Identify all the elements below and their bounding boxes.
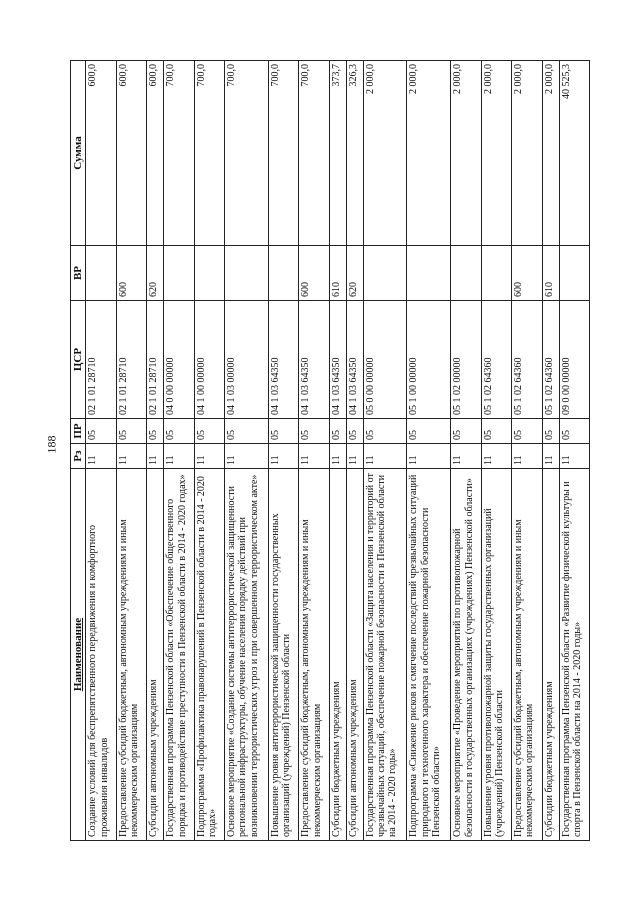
cell-vr: 620	[346, 246, 363, 301]
table-header-row	[71, 61, 86, 841]
cell-pr: 05	[299, 419, 329, 444]
rotated-page-content	[70, 61, 590, 841]
cell-csr: 04 1 03 64350	[346, 301, 363, 419]
cell-name: Предоставление субсидий бюджетным, автономным учреждениям и иным некоммерческим организациям	[512, 469, 542, 841]
table-row	[542, 61, 559, 841]
table-row	[329, 61, 346, 841]
cell-name: Государственная программа Пензенской области «Защита населения и территорий от чрезвычайных ситуаций, обеспечение пожарной безопасности в Пензенской области на 2014 - 2020 годы»	[363, 469, 407, 841]
cell-name: Субсидии автономным учреждениям	[346, 469, 363, 841]
cell-pr: 05	[194, 419, 224, 444]
cell-rz: 11	[164, 444, 194, 469]
cell-rz: 11	[194, 444, 224, 469]
cell-sum: 2 000,0	[542, 61, 559, 246]
cell-vr	[451, 246, 481, 301]
cell-rz: 11	[512, 444, 542, 469]
cell-csr: 04 0 00 00000	[164, 301, 194, 419]
cell-sum: 600,0	[147, 61, 164, 246]
cell-rz: 11	[329, 444, 346, 469]
header-sum: Сумма	[71, 61, 86, 246]
cell-name: Подпрограмма «Профилактика правонарушений в Пензенской области в 2014 - 2020 годах»	[194, 469, 224, 841]
cell-pr: 05	[363, 419, 407, 444]
cell-csr: 05 1 02 64360	[512, 301, 542, 419]
table-row	[451, 61, 481, 841]
cell-name: Государственная программа Пензенской области «Обеспечение общественного порядка и противодействие преступности в Пензенской области в 2014 - 2020 годах»	[164, 469, 194, 841]
cell-csr: 05 0 00 00000	[363, 301, 407, 419]
cell-sum: 700,0	[268, 61, 298, 246]
cell-vr	[225, 246, 269, 301]
cell-pr: 05	[542, 419, 559, 444]
cell-sum: 2 000,0	[512, 61, 542, 246]
cell-rz: 11	[147, 444, 164, 469]
cell-vr	[481, 246, 511, 301]
table-row	[299, 61, 329, 841]
cell-name: Государственная программа Пензенской области «Развитие физической культуры и спорта в Пензенской области на 2014 - 2020 годы»	[559, 469, 590, 841]
budget-table	[70, 60, 590, 841]
cell-pr: 05	[407, 419, 451, 444]
cell-pr: 05	[329, 419, 346, 444]
cell-rz: 11	[299, 444, 329, 469]
table-row	[346, 61, 363, 841]
table-row	[559, 61, 590, 841]
table-row	[512, 61, 542, 841]
cell-rz: 11	[225, 444, 269, 469]
cell-pr: 05	[451, 419, 481, 444]
cell-vr	[268, 246, 298, 301]
cell-vr: 600	[512, 246, 542, 301]
cell-sum: 373,7	[329, 61, 346, 246]
table-row	[407, 61, 451, 841]
table-row	[116, 61, 146, 841]
cell-sum: 40 525,3	[559, 61, 590, 246]
cell-rz: 11	[363, 444, 407, 469]
cell-pr: 05	[225, 419, 269, 444]
cell-name: Подпрограмма «Снижение рисков и смягчение последствий чрезвычайных ситуаций природного и техногенного характера и обеспечение пожарной безопасности Пензенской области»	[407, 469, 451, 841]
cell-rz: 11	[542, 444, 559, 469]
header-rz: Рз	[71, 444, 86, 469]
cell-pr: 05	[268, 419, 298, 444]
cell-csr: 09 0 00 00000	[559, 301, 590, 419]
cell-name: Субсидии бюджетным учреждениям	[329, 469, 346, 841]
cell-pr: 05	[147, 419, 164, 444]
cell-vr	[559, 246, 590, 301]
cell-csr: 04 1 03 64350	[329, 301, 346, 419]
cell-name: Субсидии бюджетным учреждениям	[542, 469, 559, 841]
table-row	[268, 61, 298, 841]
cell-csr: 05 1 02 00000	[451, 301, 481, 419]
cell-rz: 11	[559, 444, 590, 469]
header-name: Наименование	[71, 469, 86, 841]
table-body	[86, 61, 590, 841]
cell-sum: 2 000,0	[481, 61, 511, 246]
cell-rz: 11	[86, 444, 116, 469]
cell-vr: 610	[329, 246, 346, 301]
table-row	[194, 61, 224, 841]
cell-vr	[86, 246, 116, 301]
cell-sum: 700,0	[225, 61, 269, 246]
cell-name: Субсидии автономным учреждениям	[147, 469, 164, 841]
cell-pr: 05	[116, 419, 146, 444]
cell-name: Предоставление субсидий бюджетным, автономным учреждениям и иным некоммерческим организациям	[116, 469, 146, 841]
cell-sum: 2 000,0	[451, 61, 481, 246]
cell-sum: 600,0	[116, 61, 146, 246]
cell-sum: 700,0	[164, 61, 194, 246]
header-csr: ЦСР	[71, 301, 86, 419]
cell-csr: 04 1 03 64350	[299, 301, 329, 419]
cell-rz: 11	[268, 444, 298, 469]
cell-vr: 600	[299, 246, 329, 301]
cell-pr: 05	[164, 419, 194, 444]
cell-csr: 05 1 02 64360	[542, 301, 559, 419]
header-vr: ВР	[71, 246, 86, 301]
cell-vr: 620	[147, 246, 164, 301]
table-row	[481, 61, 511, 841]
cell-name: Основное мероприятие «Проведение мероприятий по противопожарной безопасности в государственных организациях (учреждениях) Пензенской области»	[451, 469, 481, 841]
cell-sum: 326,3	[346, 61, 363, 246]
table-row	[164, 61, 194, 841]
table-row	[363, 61, 407, 841]
cell-sum: 600,0	[86, 61, 116, 246]
cell-pr: 05	[512, 419, 542, 444]
cell-vr: 600	[116, 246, 146, 301]
cell-sum: 700,0	[299, 61, 329, 246]
cell-csr: 05 1 00 00000	[407, 301, 451, 419]
cell-csr: 04 1 03 64350	[268, 301, 298, 419]
cell-pr: 05	[481, 419, 511, 444]
cell-csr: 02 1 01 28710	[86, 301, 116, 419]
cell-sum: 2 000,0	[363, 61, 407, 246]
cell-vr	[363, 246, 407, 301]
cell-csr: 02 1 01 28710	[147, 301, 164, 419]
cell-vr	[164, 246, 194, 301]
cell-vr	[407, 246, 451, 301]
cell-name: Предоставление субсидий бюджетным, автономным учреждениям и иным некоммерческим организациям	[299, 469, 329, 841]
page-number: 188	[44, 435, 59, 454]
header-pr: ПР	[71, 419, 86, 444]
cell-csr: 04 1 00 00000	[194, 301, 224, 419]
table-row	[147, 61, 164, 841]
cell-rz: 11	[116, 444, 146, 469]
cell-csr: 05 1 02 64360	[481, 301, 511, 419]
cell-pr: 05	[559, 419, 590, 444]
table-row	[225, 61, 269, 841]
cell-rz: 11	[481, 444, 511, 469]
cell-name: Повышение уровня антитеррористической защищенности государственных организаций (учреждений) Пензенской области	[268, 469, 298, 841]
cell-name: Повышение уровня противопожарной защиты государственных организаций (учреждений) Пензенской области	[481, 469, 511, 841]
cell-sum: 2 000,0	[407, 61, 451, 246]
cell-rz: 11	[346, 444, 363, 469]
cell-csr: 04 1 03 00000	[225, 301, 269, 419]
cell-rz: 11	[451, 444, 481, 469]
cell-sum: 700,0	[194, 61, 224, 246]
cell-csr: 02 1 01 28710	[116, 301, 146, 419]
cell-name: Создание условий для беспрепятственного передвижения и комфортного проживания инвалидов	[86, 469, 116, 841]
cell-name: Основное мероприятие «Создание системы антитеррористической защищенности региональной инфраструктуры, обучение населения порядку действий при возникновении террористических угроз и при совершенном террористическом акте»	[225, 469, 269, 841]
cell-pr: 05	[86, 419, 116, 444]
cell-pr: 05	[346, 419, 363, 444]
cell-vr: 610	[542, 246, 559, 301]
cell-rz: 11	[407, 444, 451, 469]
cell-vr	[194, 246, 224, 301]
table-row	[86, 61, 116, 841]
